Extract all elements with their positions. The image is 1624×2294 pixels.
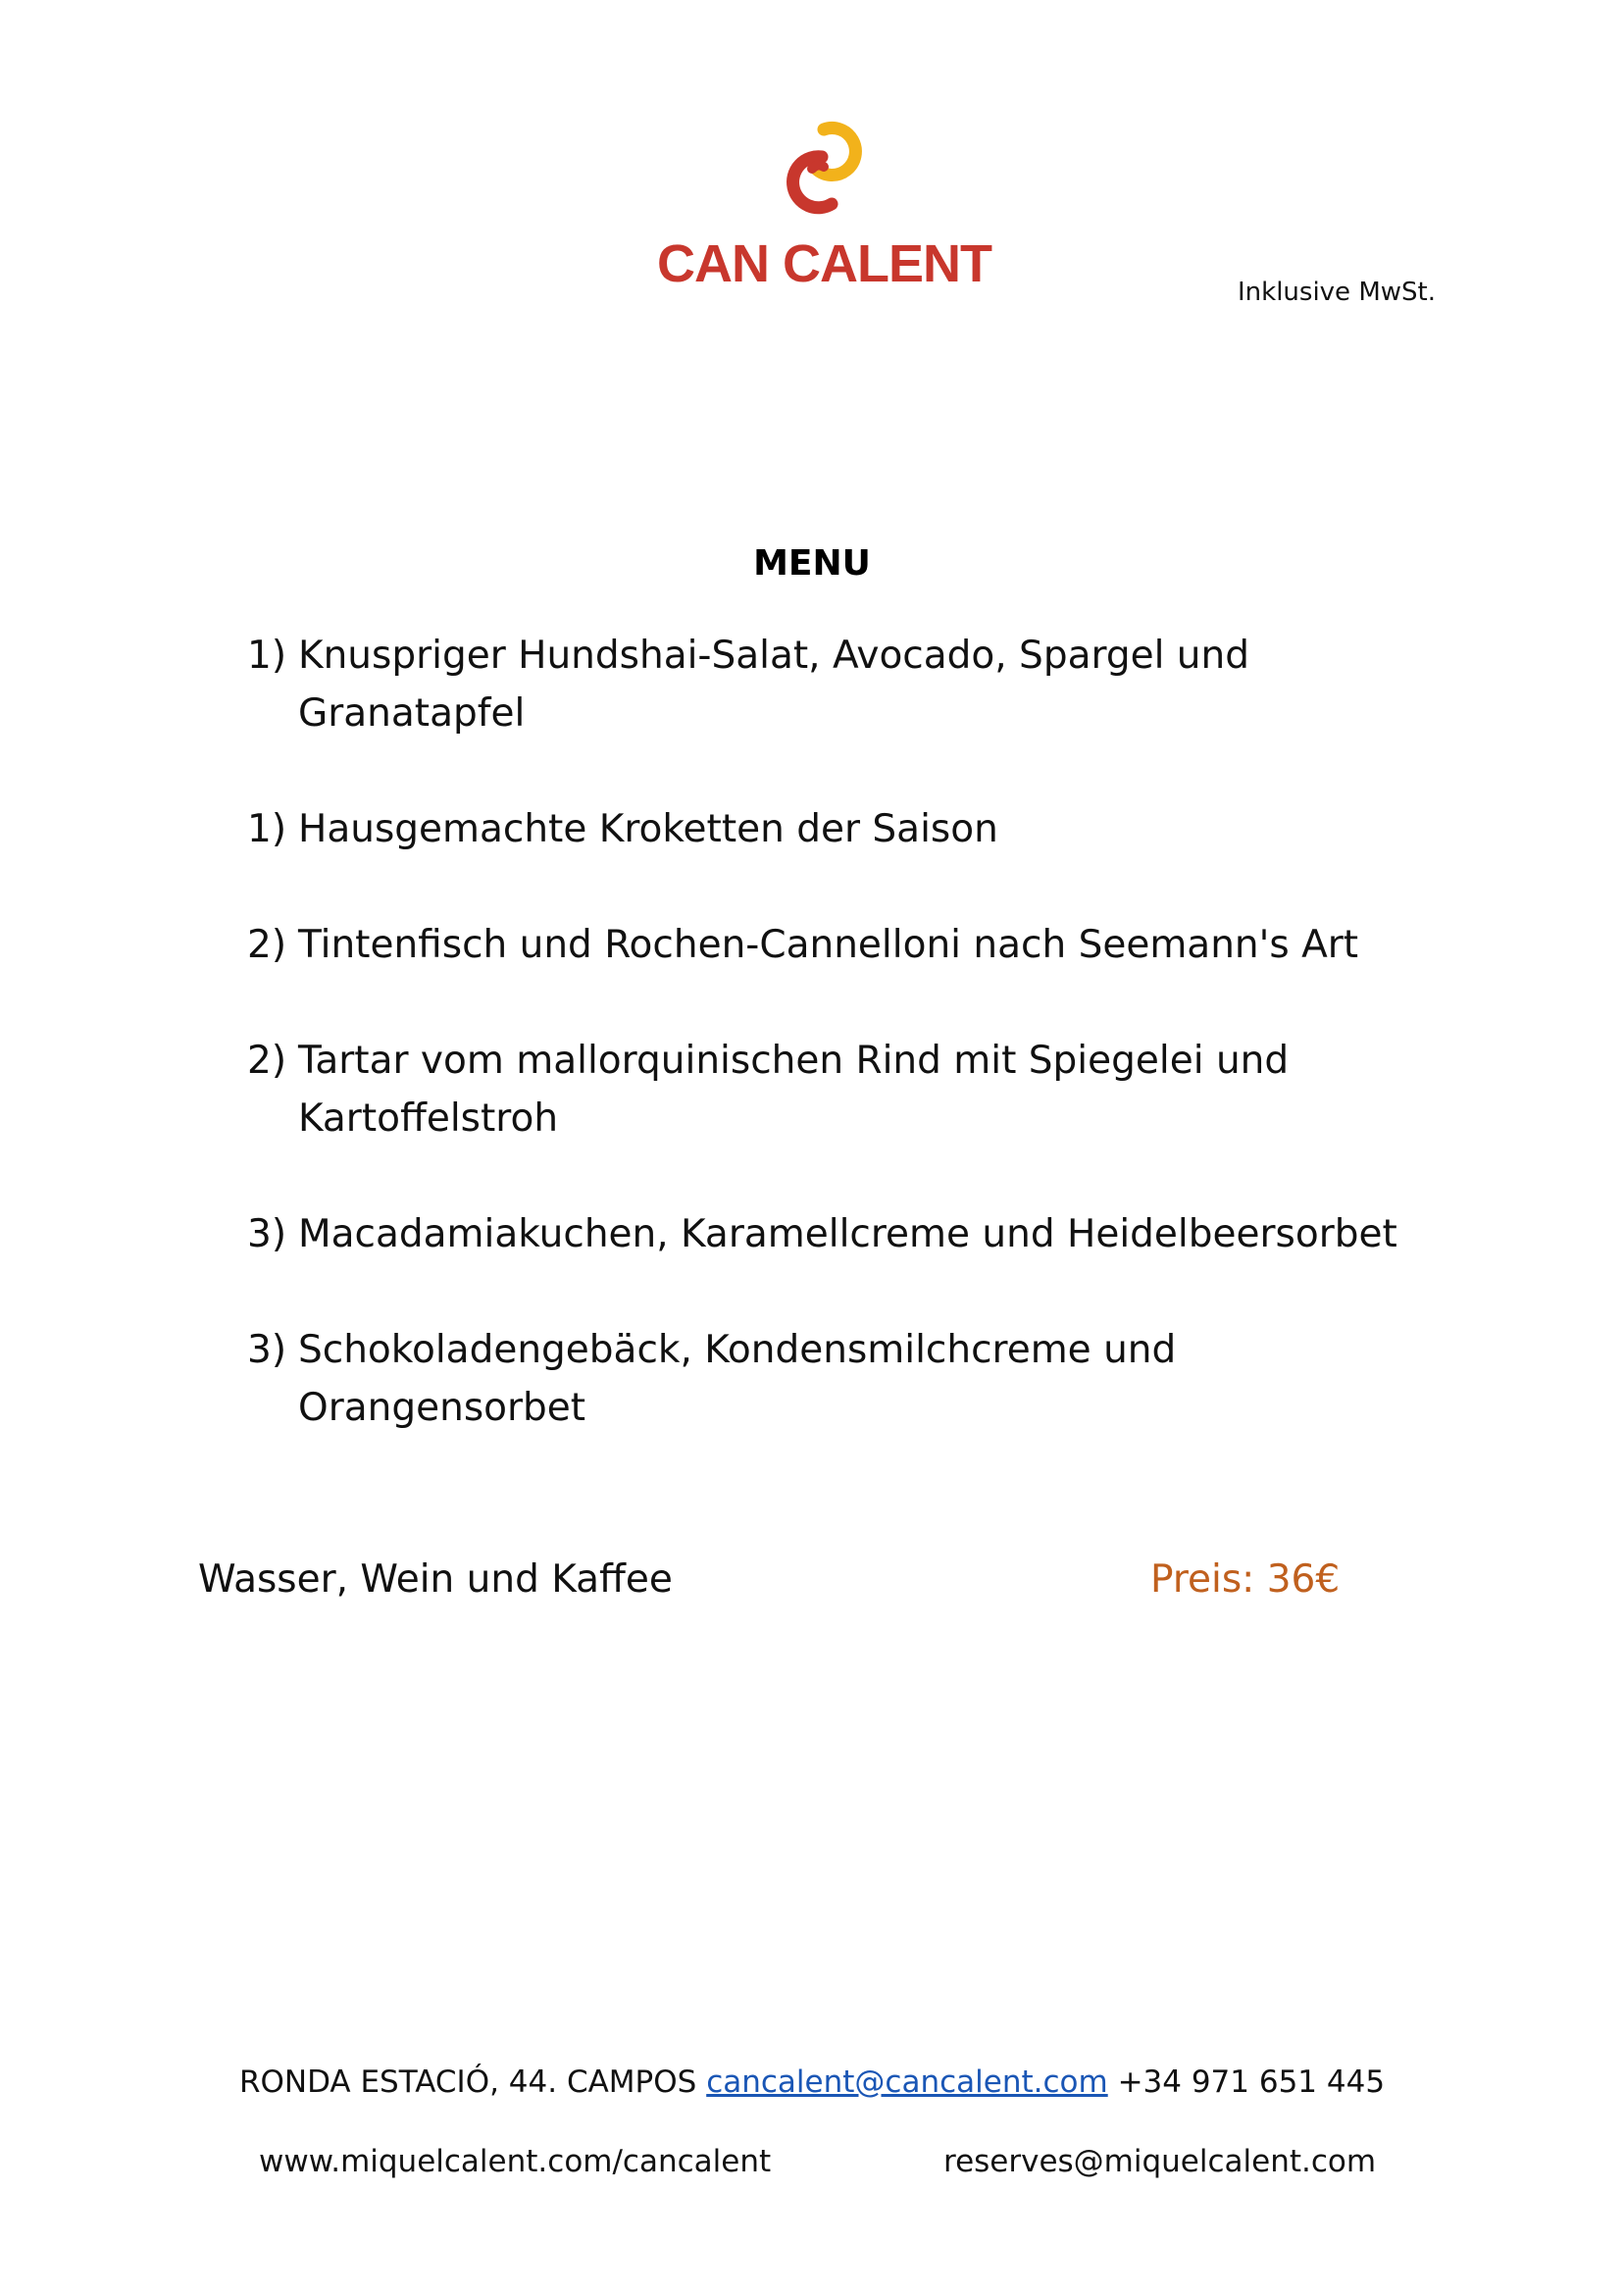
menu-item-text: Hausgemachte Kroketten der Saison [298,807,998,851]
drinks-included: Wasser, Wein und Kaffee [198,1557,673,1602]
logo [657,108,991,294]
menu-item-number: 1) [247,634,287,678]
logo-text: CAN CALENT [657,234,991,293]
footer-phone: +34 971 651 445 [1117,2065,1386,2100]
footer-email-link[interactable]: cancalent@cancalent.com [706,2065,1108,2100]
menu-price: Preis: 36€ [1150,1557,1341,1602]
menu-item [247,1032,1473,1147]
menu-item [247,1205,1473,1263]
footer-reservations-email: reserves@miquelcalent.com [943,2144,1377,2179]
menu-item-number: 2) [247,1039,287,1083]
vat-note: Inklusive MwSt. [1238,278,1436,307]
menu-item-text: Tintenfisch und Rochen-Cannelloni nach Seemann's Art [298,923,1359,967]
footer-address: RONDA ESTACIÓ, 44. CAMPOS [238,2065,697,2100]
logo-mark-icon [767,108,865,226]
menu-item [247,627,1473,742]
menu-item-text: Knuspriger Hundshai-Salat, Avocado, Spargel und Granatapfel [298,634,1249,736]
menu-item [247,916,1473,974]
menu-item [247,800,1473,858]
menu-item-number: 1) [247,807,287,851]
menu-item-text: Schokoladengebäck, Kondensmilchcreme und Orangensorbet [298,1328,1177,1430]
menu-item-number: 2) [247,923,287,967]
menu-item-text: Tartar vom mallorquinischen Rind mit Spiegelei und Kartoffelstroh [298,1039,1290,1141]
menu-item-number: 3) [247,1212,287,1256]
menu-item-text: Macadamiakuchen, Karamellcreme und Heidelbeersorbet [298,1212,1397,1256]
menu-title: MENU [753,543,871,584]
footer-contact-line [0,2065,1624,2100]
menu-item-number: 3) [247,1328,287,1372]
footer-website: www.miquelcalent.com/cancalent [259,2144,772,2179]
menu-item [247,1321,1473,1437]
